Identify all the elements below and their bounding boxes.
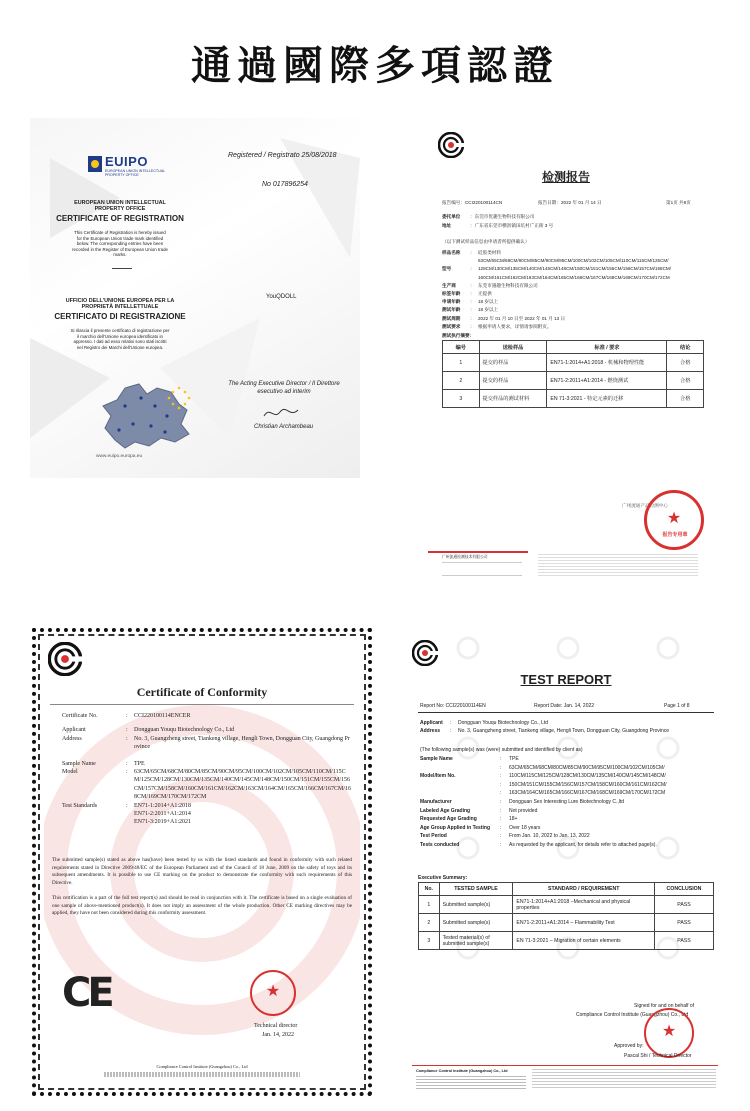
en-approved-by: Approved by: bbox=[614, 1043, 644, 1049]
coc-field-colon: : bbox=[126, 769, 128, 776]
cn-field-label: 测试年龄 bbox=[442, 307, 461, 313]
en-field-row bbox=[420, 815, 716, 824]
trademark-name: YouQDOLL bbox=[266, 294, 297, 300]
en-field-colon: : bbox=[500, 824, 502, 831]
cn-field-colon: ： bbox=[470, 315, 475, 321]
coc-field-value: Dongguan Youqu Biotechnology Co., Ltd bbox=[134, 727, 235, 734]
en-field-row bbox=[420, 824, 716, 833]
coc-field-row bbox=[62, 802, 352, 827]
coc-field-row bbox=[62, 712, 352, 720]
en-field-row bbox=[420, 764, 716, 773]
cn-field-colon: ： bbox=[470, 299, 475, 305]
cn-field-label: 生产商 bbox=[442, 282, 456, 288]
en-red-seal bbox=[644, 1008, 694, 1058]
cn-report-date: 报告日期：2022 年 01 月 14 日 bbox=[538, 200, 602, 205]
en-footer-fineprint bbox=[532, 1069, 716, 1090]
registered-line: Registered / Registrato 25/08/2018 bbox=[228, 152, 337, 159]
cn-table-row bbox=[443, 354, 704, 372]
en-table-cell: Submitted sample(s) bbox=[439, 896, 513, 914]
cn-field-colon: ： bbox=[470, 282, 475, 288]
en-signer: Pascal Shi / Technical Director bbox=[624, 1053, 692, 1059]
seal-star-icon: ★ bbox=[661, 1023, 677, 1040]
ce-mark: CE bbox=[62, 970, 111, 1016]
en-certificate-body: This Certificate of Registration is hereby issued for the European Union trade mark identified below. The corresponding entries have been recorded in the Register of European Union trade marks. bbox=[72, 230, 168, 258]
it-office-name: UFFICIO DELL'UNIONE EUROPEA PER LA PROPRIETÀ INTELLETTUALE bbox=[65, 298, 175, 311]
coc-field-label: Applicant bbox=[62, 727, 86, 734]
coc-field-value: No. 3, Guangzheng street, Tiankeng village, Hengli Town, Dongguan City, Guangdong Province bbox=[134, 735, 350, 751]
cn-table-header-cell: 标准 / 要求 bbox=[547, 341, 667, 354]
en-office-name: EUROPEAN UNION INTELLECTUAL PROPERTY OFFICE bbox=[74, 200, 166, 213]
cn-field-row bbox=[442, 323, 722, 331]
cn-report-page: 第1页 共8页 bbox=[666, 200, 691, 205]
en-field-value: 110CM/115CM/125CM/128CM/130CM/135CM/140CM/145CM/148CM/ bbox=[509, 773, 666, 780]
coc-field-value: CCI220100114ENCER bbox=[134, 713, 191, 719]
cn-table-cell: 提交的样品 bbox=[479, 372, 547, 390]
it-certificate-heading: CERTIFICATO DI REGISTRAZIONE bbox=[54, 312, 186, 321]
page-title: 通過國際多項認證 bbox=[191, 42, 559, 89]
en-field-value: 18+ bbox=[509, 816, 518, 823]
cn-field-label: 测试周期 bbox=[442, 315, 461, 321]
en-table-header-cell: CONCLUSION bbox=[654, 883, 713, 896]
en-field-value: Dongguan Sex Interesting Lure Biotechnology C.,ltd bbox=[509, 798, 625, 805]
en-field-colon: : bbox=[500, 773, 502, 780]
en-field-colon: : bbox=[500, 841, 502, 848]
en-report-page: Page 1 of 8 bbox=[664, 703, 690, 709]
coc-field-colon: : bbox=[126, 727, 128, 734]
en-field-row bbox=[420, 832, 716, 841]
seal-star-icon: ★ bbox=[265, 983, 281, 1000]
en-field-list bbox=[420, 755, 716, 850]
en-table-cell: 2 bbox=[419, 914, 440, 932]
cn-summary-title: 测试执行摘要: bbox=[442, 333, 472, 338]
coc-field-value: 63CM/65CM/68CM/80CM/85CM/90CM/95CM/100CM/102CM/105CM/110CM/115CM/125CM/128CM/130CM/135CM/140CM/145CM/148CM/150CM/151CM/155CM/156CM/157CM/158CM/160CM/161CM/162CM/163CM/164CM/165CM/166CM/167CM/168CM/169CM/170CM/172CM bbox=[134, 769, 352, 801]
en-field-row bbox=[420, 772, 716, 781]
en-table-cell: Tested material(s) of submitted sample(s) bbox=[439, 932, 513, 950]
cci-logo-icon bbox=[412, 640, 438, 666]
coc-signer: Technical director bbox=[254, 1023, 298, 1029]
en-address-row: Address : No. 3, Guangzheng street, Tiankeng village, Hengli Town, Dongguan City, Guangdong Province bbox=[420, 728, 670, 734]
cci-logo-icon bbox=[48, 642, 82, 676]
en-table-row bbox=[419, 914, 714, 932]
en-table-cell: EN71-1:2014+A1:2018 –Mechanical and physical properties bbox=[513, 896, 655, 914]
coc-heading: Certificate of Conformity bbox=[136, 685, 268, 699]
en-field-row bbox=[420, 807, 716, 816]
en-field-colon: : bbox=[500, 833, 502, 840]
signer-name: Christian Archambeau bbox=[254, 424, 314, 430]
cn-address-row: 地址 ：广东省东莞市横沥镇田坑村广正街 3 号 bbox=[442, 223, 554, 228]
en-table-cell: EN 71-3:2021 – Migration of certain elements bbox=[513, 932, 655, 950]
en-address-label: Address bbox=[420, 728, 441, 734]
cn-footer-org: 广州流通检测技术有限公司 bbox=[442, 555, 488, 559]
coc-field-label: Address bbox=[62, 735, 82, 742]
cn-field-colon: ： bbox=[470, 291, 475, 297]
coc-field-label: Test Standards bbox=[62, 802, 98, 809]
en-table-cell: PASS bbox=[654, 914, 713, 932]
coc-field-row bbox=[62, 735, 352, 752]
en-field-colon: : bbox=[500, 781, 502, 788]
cn-field-label: 型号 bbox=[442, 266, 452, 272]
en-field-row bbox=[420, 781, 716, 790]
en-field-value: Over 18 years bbox=[509, 824, 541, 831]
coc-field-colon: : bbox=[126, 713, 128, 719]
cn-table-header-row bbox=[443, 341, 704, 354]
en-table-header-cell: STANDARD / REQUIREMENT bbox=[513, 883, 655, 896]
it-certificate-body: Si rilascia il presente certificato di registrazione per il marchio dell'Unione europea identificato in appresso. I dati ad esso relativi sono stati iscritti nel Registro dei Marchi dell'Unione europea. bbox=[70, 328, 170, 350]
cn-table-cell: EN71-2:2011+A1:2014 - 燃烧测试 bbox=[547, 372, 667, 390]
en-field-row bbox=[420, 841, 716, 850]
cn-field-colon: ： bbox=[470, 307, 475, 313]
en-field-label: Test Period bbox=[420, 833, 447, 840]
cn-field-value: 无提供 bbox=[478, 291, 492, 297]
cn-field-label: 样品名称 bbox=[442, 250, 461, 255]
cn-field-value: 2022 年 01 月 10 日至 2022 年 01 月 13 日 bbox=[478, 315, 566, 321]
cn-table-header-cell: 送检样品 bbox=[479, 341, 547, 354]
en-field-label: Age Group Applied in Testing bbox=[420, 824, 490, 831]
cn-field-value: 东莞市遇趣生物科技有限公司 bbox=[478, 282, 538, 288]
cn-table-row bbox=[443, 390, 704, 408]
coc-field-value: TPE bbox=[134, 760, 145, 767]
cn-table-cell: 1 bbox=[443, 354, 480, 372]
en-field-value: 63CM/65CM/68CM/80CM/85CM/90CM/95CM/100CM/102CM/105CM/ bbox=[509, 764, 665, 771]
cn-stamp-caption: 广州流通产品检测中心 bbox=[622, 503, 668, 508]
director-line-1: The Acting Executive Director / Il Direttore bbox=[228, 381, 340, 387]
cn-field-row bbox=[442, 257, 722, 265]
coc-footer: Compliance Control Institute (Guangzhou) Co., Ltd bbox=[156, 1064, 248, 1069]
en-field-label: Manufacturer bbox=[420, 798, 452, 805]
cn-field-label: 标签年龄 bbox=[442, 291, 461, 297]
en-field-colon: : bbox=[500, 807, 502, 814]
en-address: No. 3, Guangzheng street, Tiankeng village, Hengli Town, Dongguan City, Guangdong Province bbox=[458, 728, 670, 734]
cn-field-colon: ： bbox=[470, 266, 475, 272]
cn-field-list bbox=[442, 249, 722, 331]
en-report-date: Report Date: Jan. 14, 2022 bbox=[534, 703, 595, 709]
coc-field-label: Sample Name bbox=[62, 760, 96, 767]
en-field-value: Not provided bbox=[509, 807, 538, 814]
en-field-row bbox=[420, 755, 716, 764]
coc-date: Jan. 14, 2022 bbox=[262, 1032, 294, 1038]
coc-heading-rule bbox=[50, 704, 354, 705]
cn-field-row bbox=[442, 265, 722, 273]
en-field-colon: : bbox=[500, 756, 502, 762]
en-field-row bbox=[420, 789, 716, 798]
en-summary-title: Executive Summary: bbox=[418, 875, 468, 881]
en-field-label: Tests conducted bbox=[420, 841, 460, 848]
en-table-cell: PASS bbox=[654, 932, 713, 950]
en-field-label: Model/Item No. bbox=[420, 773, 456, 780]
cn-table-cell: 提交的样品 bbox=[479, 354, 547, 372]
cn-field-value: 18 岁以上 bbox=[478, 307, 499, 313]
cn-field-row bbox=[442, 306, 722, 314]
en-institute: Compliance Control Institute (Guangzhou) Co., Ltd bbox=[576, 1012, 689, 1018]
coc-field-list bbox=[62, 712, 352, 827]
coc-footer-fineprint bbox=[104, 1072, 300, 1077]
coc-field-label: Certificate No. bbox=[62, 713, 98, 719]
coc-field-row bbox=[62, 726, 352, 734]
cn-field-row bbox=[442, 298, 722, 306]
cn-report-number: 报告编号：CCI220100114CN bbox=[442, 200, 503, 205]
cn-footer-contact-block bbox=[442, 562, 522, 576]
registration-number: No 017896254 bbox=[262, 181, 308, 188]
cn-field-label: 申请年龄 bbox=[442, 299, 461, 305]
seal-star-icon: ★ bbox=[666, 510, 682, 527]
cci-logo-icon bbox=[438, 132, 464, 158]
en-report-heading: TEST REPORT bbox=[520, 672, 612, 687]
coc-field-value: EN71-1:2014+A1:2018 EN71-2:2011+A1:2014 EN71-3:2019+A1:2021 bbox=[134, 802, 192, 826]
cn-field-value: 63CM/65CM/68CM/80CM/85CM/90CM/95CM/100CM/102CM/105CM/110CM/115CM/125CM/ bbox=[478, 258, 669, 264]
en-field-colon: : bbox=[500, 816, 502, 823]
cn-table-cell: 2 bbox=[443, 372, 480, 390]
cn-field-value: 160CM/161CM/162CM/163CM/164CM/165CM/166CM/167CM/168CM/169CM/170CM/172CM bbox=[478, 274, 670, 280]
en-table-row bbox=[419, 932, 714, 950]
signature-icon bbox=[262, 404, 302, 422]
cn-address: 广东省东莞市横沥镇田坑村广正街 3 号 bbox=[474, 223, 554, 228]
chinese-test-report bbox=[408, 118, 724, 593]
certificate-of-conformity bbox=[44, 640, 360, 1084]
en-field-colon: : bbox=[500, 764, 502, 771]
en-note: (The following sample(s) was (were) submitted and identified by client as) bbox=[420, 747, 583, 753]
en-table-header-cell: TESTED SAMPLE bbox=[439, 883, 513, 896]
cn-field-value: 硅胶类材料 bbox=[478, 250, 501, 255]
cn-field-row bbox=[442, 249, 722, 257]
en-field-value: From Jan. 10, 2022 to Jan. 13, 2022 bbox=[509, 833, 590, 840]
coc-red-seal bbox=[250, 970, 296, 1016]
coc-field-label: Model bbox=[62, 769, 78, 776]
cn-applicant-label: 委托单位 bbox=[442, 214, 461, 219]
en-table-cell: 1 bbox=[419, 896, 440, 914]
en-field-label: Sample Name bbox=[420, 756, 453, 762]
en-table-header-cell: No. bbox=[419, 883, 440, 896]
en-certificate-heading: CERTIFICATE OF REGISTRATION bbox=[56, 214, 184, 223]
euipo-logo bbox=[88, 154, 168, 180]
cn-field-row bbox=[442, 282, 722, 290]
cn-table-header-cell: 结论 bbox=[667, 341, 704, 354]
en-applicant: Dongguan Youqu Biotechnology Co., Ltd bbox=[458, 720, 549, 726]
cn-table-cell: EN 71-3:2021 - 特定元素的迁移 bbox=[547, 390, 667, 408]
coc-field-row bbox=[62, 760, 352, 768]
cn-applicant-row: 委托单位 ：东莞市优趣生物科技有限公司 bbox=[442, 214, 535, 219]
cn-field-colon: ： bbox=[470, 250, 475, 255]
en-table-cell: 3 bbox=[419, 932, 440, 950]
cn-table-cell: 合格 bbox=[667, 354, 704, 372]
cn-table-header-cell: 编号 bbox=[443, 341, 480, 354]
eu-certificate bbox=[30, 118, 360, 478]
en-applicant-row: Applicant : Dongguan Youqu Biotechnology Co., Ltd bbox=[420, 720, 549, 726]
en-table-cell: PASS bbox=[654, 896, 713, 914]
en-footer-org: Compliance Control Institute (Guangzhou) Co., Ltd bbox=[416, 1069, 508, 1073]
coc-field-colon: : bbox=[126, 735, 128, 742]
cn-report-heading: 检测报告 bbox=[541, 170, 590, 184]
eu-map-icon bbox=[95, 380, 195, 452]
en-table-row bbox=[419, 896, 714, 914]
en-header-rule bbox=[418, 712, 714, 713]
coc-field-row bbox=[62, 768, 352, 802]
euipo-logo-text: EUIPO bbox=[105, 154, 148, 169]
en-field-label: Requested Age Grading bbox=[420, 816, 477, 823]
director-line-2: esecutivo ad interim bbox=[257, 389, 311, 395]
en-table-cell: EN71-2:2011+A1:2014 – Flammability Test bbox=[513, 914, 655, 932]
cn-address-label: 地址 bbox=[442, 223, 452, 228]
en-field-value: 150CM/151CM/155CM/156CM/157CM/158CM/160CM/161CM/162CM/ bbox=[509, 781, 667, 788]
en-field-value: TPE bbox=[509, 756, 519, 762]
coc-body-1: The submitted sample(s) stated as above has(have) been tested by us with the listed standards and found in conformity with such related requirements stated in Directive 2009/48/EC of the European Parliament and of the Council of 18 June, 2009 on the safety of toys and its subsequent amendments. It is possible to use CE marking on the product to demonstrate the conformity with such requirements of this Directive. bbox=[52, 857, 352, 886]
english-test-report bbox=[408, 628, 724, 1103]
en-footer-contact-block bbox=[416, 1076, 526, 1090]
cn-field-row bbox=[442, 315, 722, 323]
cn-field-value: 18 岁以上 bbox=[478, 299, 499, 305]
coc-field-colon: : bbox=[126, 760, 128, 767]
cn-table-row bbox=[443, 372, 704, 390]
cn-note: （以下测试样品信息由申请者所提供确认） bbox=[442, 239, 530, 244]
cn-field-row bbox=[442, 290, 722, 298]
en-field-label: Labeled Age Grading bbox=[420, 807, 471, 814]
footer-red-line bbox=[428, 551, 528, 553]
cn-table-cell: 3 bbox=[443, 390, 480, 408]
cn-field-row bbox=[442, 274, 722, 282]
coc-body-2: This certification is a part of the full test report(s) and should be read in conjunction with it. The certificate is based on a single evaluation of one sample of above-mentioned product(s). It does not imply an assessment of the whole production. Other CE marking directives may be applied, they have not been considered during this conformity assessment. bbox=[52, 895, 352, 917]
en-field-value: 163CM/164CM/165CM/166CM/167CM/168CM/169CM/170CM/172CM bbox=[509, 790, 666, 797]
cn-summary-table bbox=[442, 340, 704, 408]
cn-field-colon: ： bbox=[470, 323, 475, 329]
en-report-number: Report No: CCI220100114EN bbox=[420, 703, 486, 709]
en-signed-for: Signed for and on behalf of bbox=[634, 1003, 695, 1009]
cn-table-cell: 提交样品的测试材料 bbox=[479, 390, 547, 408]
cn-stamp-text: 报告专用章 bbox=[662, 532, 688, 538]
director-title bbox=[220, 380, 348, 396]
en-table-cell: Submitted sample(s) bbox=[439, 914, 513, 932]
cn-footer-fineprint bbox=[538, 554, 698, 576]
cn-applicant: 东莞市优趣生物科技有限公司 bbox=[474, 214, 535, 219]
cn-field-value: 根据申请人要求，详情请参阅附页。 bbox=[478, 323, 552, 329]
cn-red-seal bbox=[644, 490, 704, 550]
divider bbox=[112, 268, 132, 269]
en-summary-table bbox=[418, 882, 714, 950]
euipo-shield-icon bbox=[88, 156, 102, 172]
en-field-colon: : bbox=[500, 790, 502, 797]
en-field-colon: : bbox=[500, 798, 502, 805]
en-footer-rule bbox=[412, 1065, 718, 1066]
cn-table-cell: 合格 bbox=[667, 372, 704, 390]
en-table-header-row bbox=[419, 883, 714, 896]
en-applicant-label: Applicant bbox=[420, 720, 443, 726]
coc-field-colon: : bbox=[126, 802, 128, 809]
euipo-website: www.euipo.europa.eu bbox=[96, 454, 143, 459]
cn-table-cell: 合格 bbox=[667, 390, 704, 408]
en-field-row bbox=[420, 798, 716, 807]
euipo-logo-sub: EUROPEAN UNION INTELLECTUAL PROPERTY OFFICE bbox=[105, 169, 165, 178]
cn-field-value: 128CM/130CM/135CM/140CM/145CM/148CM/150CM/151CM/155CM/156CM/157CM/158CM/ bbox=[478, 266, 672, 272]
cn-table-cell: EN71-1:2014+A1:2018 - 机械和物理性能 bbox=[547, 354, 667, 372]
en-field-value: As requested by the applicant, for details refer to attached page(s). bbox=[509, 841, 657, 848]
cn-field-label: 测试要求 bbox=[442, 323, 461, 329]
